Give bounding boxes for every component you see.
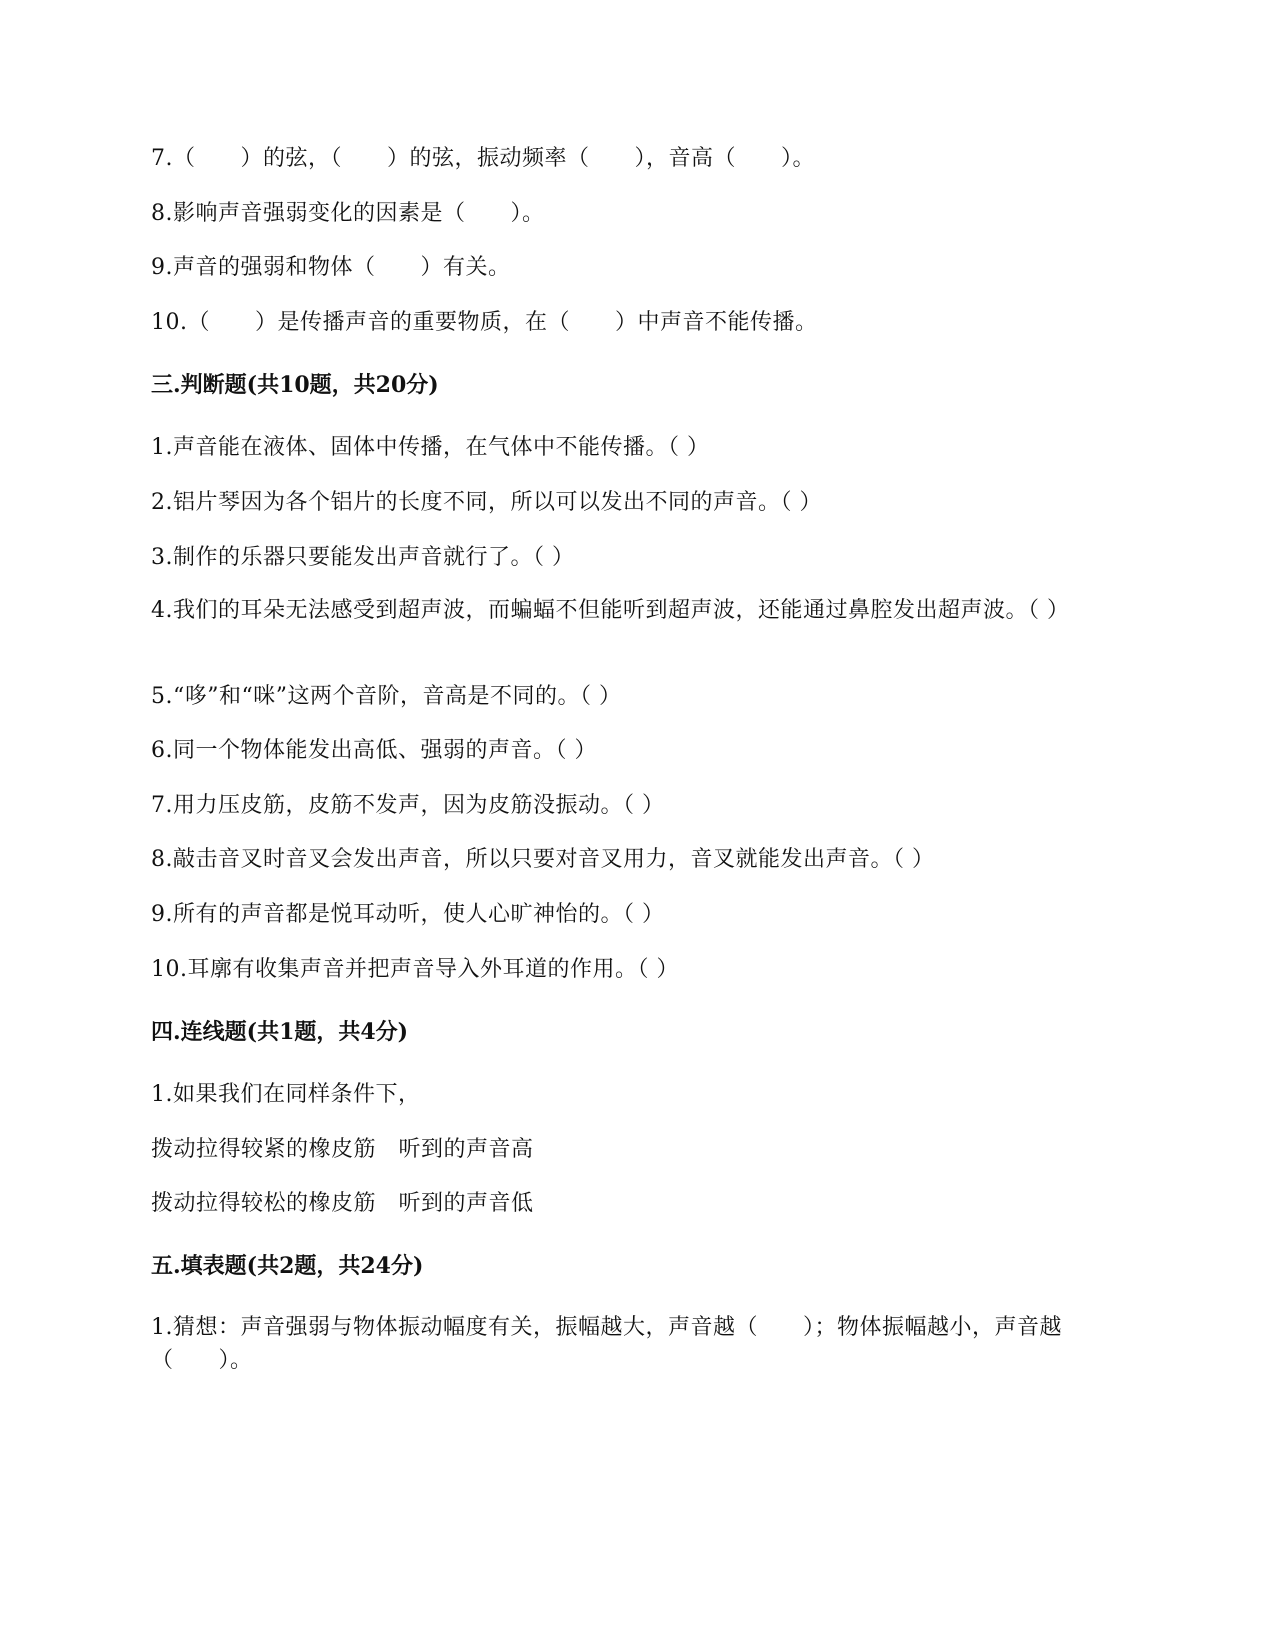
matching-item-tight: 拨动拉得较紧的橡皮筋 听到的声音高 (151, 1137, 534, 1162)
judgment-item-5: 5.“哆”和“咪”这两个音阶，音高是不同的。（ ） (151, 684, 622, 709)
judgment-item-7: 7.用力压皮筋，皮筋不发声，因为皮筋没振动。（ ） (151, 793, 665, 818)
judgment-item-9: 9.所有的声音都是悦耳动听，使人心旷神怡的。（ ） (151, 902, 665, 927)
fill-question-10: 10.（ ）是传播声音的重要物质，在（ ）中声音不能传播。 (151, 310, 818, 335)
judgment-item-8: 8.敲击音叉时音叉会发出声音，所以只要对音叉用力，音叉就能发出声音。（ ） (151, 847, 935, 872)
fill-question-7: 7.（ ）的弦，（ ）的弦，振动频率（ ），音高（ ）。 (151, 146, 815, 171)
judgment-item-10: 10.耳廓有收集声音并把声音导入外耳道的作用。（ ） (151, 957, 679, 982)
section-table-title: 五.填表题(共2题，共24分) (151, 1253, 424, 1279)
judgment-item-3: 3.制作的乐器只要能发出声音就行了。（ ） (151, 545, 575, 570)
judgment-item-2: 2.铝片琴因为各个铝片的长度不同，所以可以发出不同的声音。（ ） (151, 490, 822, 515)
matching-item-intro: 1.如果我们在同样条件下， (151, 1082, 421, 1107)
fill-question-8: 8.影响声音强弱变化的因素是（ ）。 (151, 201, 545, 226)
section-judgment-title: 三.判断题(共10题，共20分) (151, 372, 439, 398)
judgment-item-1: 1.声音能在液体、固体中传播，在气体中不能传播。（ ） (151, 435, 710, 460)
fill-question-9: 9.声音的强弱和物体（ ）有关。 (151, 255, 511, 280)
section-matching-title: 四.连线题(共1题，共4分) (151, 1019, 409, 1045)
judgment-item-4: 4.我们的耳朵无法感受到超声波，而蝙蝠不但能听到超声波，还能通过鼻腔发出超声波。（ ） (151, 598, 1070, 623)
judgment-item-6: 6.同一个物体能发出高低、强弱的声音。（ ） (151, 738, 597, 763)
matching-item-loose: 拨动拉得较松的橡皮筋 听到的声音低 (151, 1191, 534, 1216)
table-item-1: 1.猜想：声音强弱与物体振动幅度有关，振幅越大，声音越（ ）；物体振幅越小，声音越（ ）。 (151, 1315, 1062, 1373)
